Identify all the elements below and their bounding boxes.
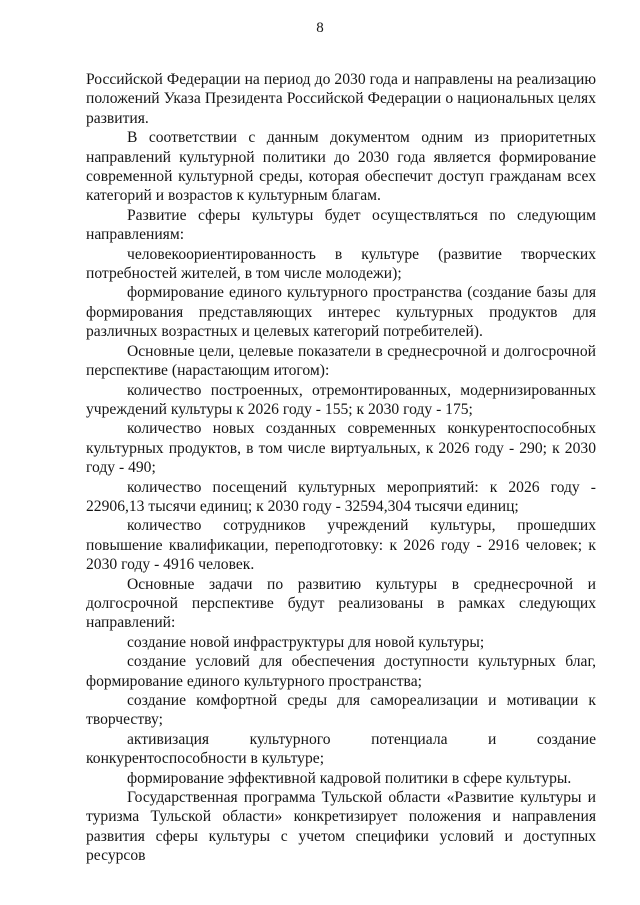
list-item: создание условий для обеспечения доступности культурных благ, формирование единого культурного пространства;	[86, 653, 596, 690]
paragraph: Основные цели, целевые показатели в среднесрочной и долгосрочной перспективе (нарастающим итогом):	[86, 342, 596, 380]
paragraph: Российской Федерации на период до 2030 года и направлены на реализацию положений Указа Президента Российской Федерации о национальных целях развития.	[86, 71, 596, 127]
list-item: количество новых созданных современных конкурентоспособных культурных продуктов, в том числе виртуальных, к 2026 году - 290; к 2030 году - 490;	[86, 420, 596, 477]
list-item: количество сотрудников учреждений культуры, прошедших повышение квалификации, переподготовку: к 2026 году - 2916 человек; к 2030 году - 4916 человек.	[86, 517, 596, 574]
list-item: создание комфортной среды для самореализации и мотивации к творчеству;	[86, 692, 596, 729]
paragraph: Развитие сферы культуры будет осуществляться по следующим направлениям:	[86, 206, 596, 244]
list-item: активизация культурного потенциала и создание конкурентоспособности в культуре;	[86, 730, 596, 768]
paragraph: Основные задачи по развитию культуры в среднесрочной и долгосрочной перспективе будут реализованы в рамках следующих направлений:	[86, 575, 596, 632]
list-item: создание новой инфраструктуры для новой культуры;	[127, 633, 485, 651]
paragraph: В соответствии с данным документом одним из приоритетных направлений культурной политики до 2030 года является формирование современной культурной среды, которая обеспечит доступ гражданам всех категорий и возрастов к культурным благам.	[86, 129, 596, 205]
paragraph: Государственная программа Тульской области «Развитие культуры и туризма Тульской области» конкретизирует положения и направления развития сферы культуры с учетом специфики условий и доступных ресурсов	[86, 789, 596, 865]
list-item: человекоориентированность в культуре (развитие творческих потребностей жителей, в том числе молодежи);	[86, 245, 596, 283]
list-item: количество построенных, отремонтированных, модернизированных учреждений культуры к 2026 году - 155; к 2030 году - 175;	[86, 381, 596, 418]
list-item: количество посещений культурных мероприятий: к 2026 году - 22906,13 тысячи единиц; к 2030 году - 32594,304 тысячи единиц;	[86, 478, 596, 515]
document-body	[86, 70, 596, 866]
list-item: формирование единого культурного пространства (создание базы для формирования представляющих интерес культурных продуктов для различных возрастных и целевых категорий потребителей).	[86, 284, 596, 341]
list-item: формирование эффективной кадровой политики в сфере культуры.	[127, 769, 572, 787]
page-number: 8	[316, 20, 324, 36]
